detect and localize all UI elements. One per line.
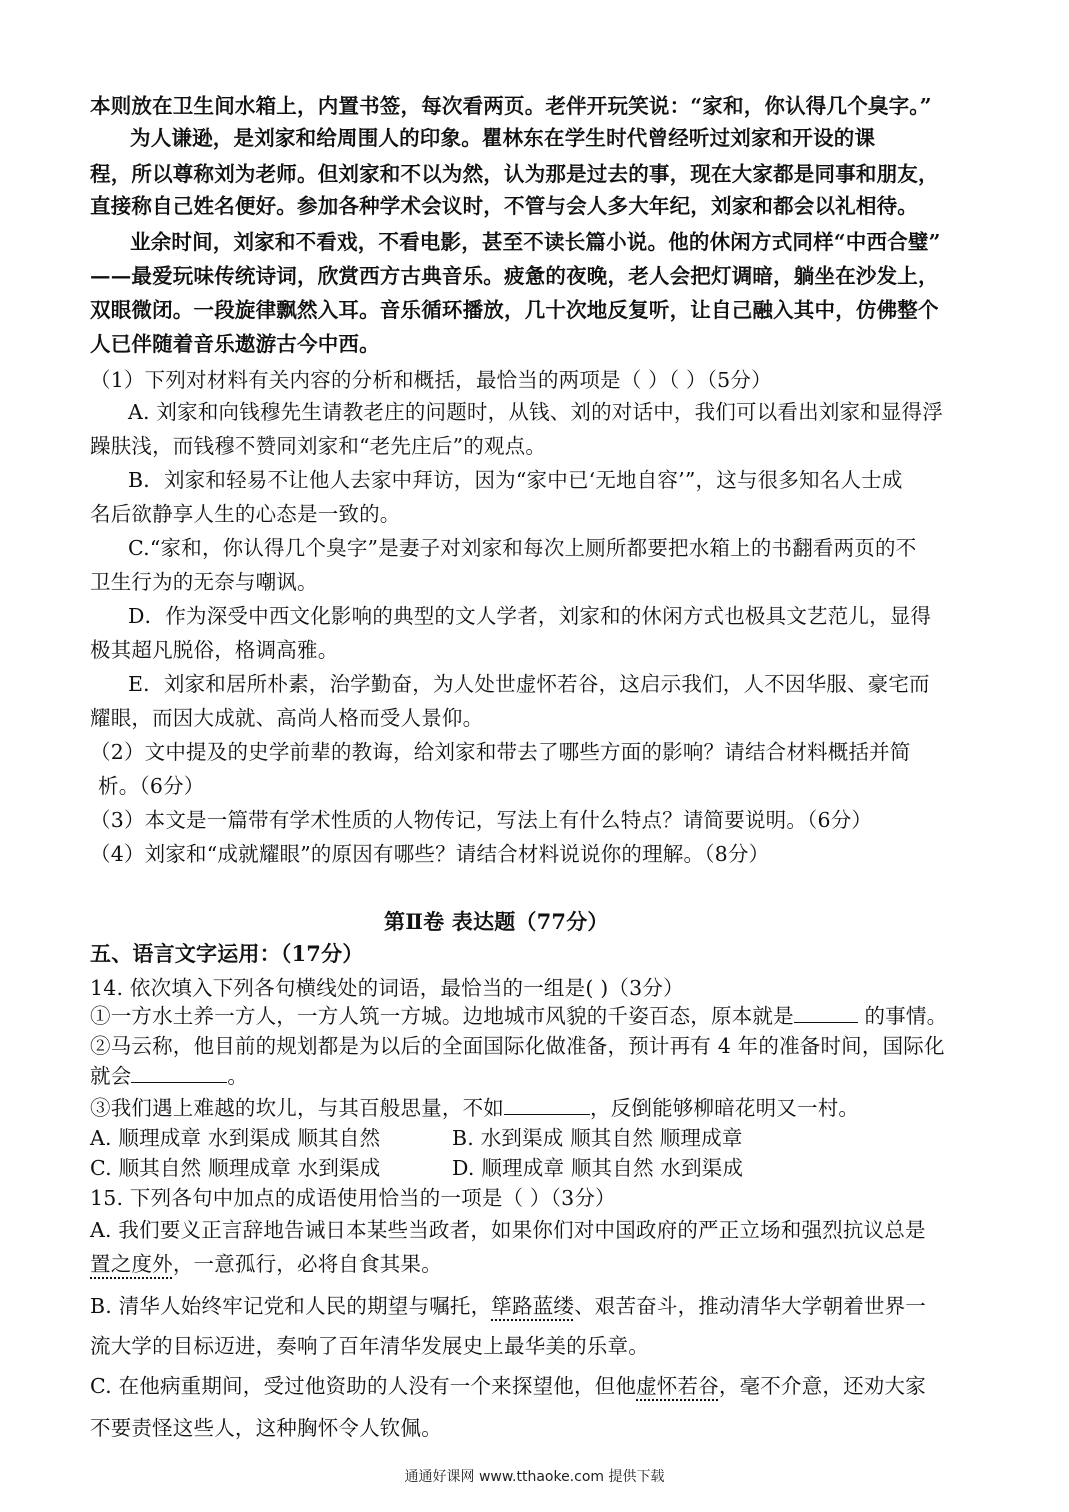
q13-part3-stem: （3）本文是一篇带有学术性质的人物传记，写法上有什么特点？请简要说明。（6分）	[90, 808, 873, 832]
q13-part2-stem-line2: 析。（6分）	[98, 774, 205, 798]
passage-line-1: 本则放在卫生间水箱上，内置书签，每次看两页。老伴开玩笑说：“家和，你认得几个臭字。”	[90, 94, 932, 118]
passage-line-5: 业余时间，刘家和不看戏，不看电影，甚至不读长篇小说。他的休闲方式同样“中西合璧”	[130, 230, 941, 254]
q15-option-c-idiom: 虚怀若谷	[636, 1374, 719, 1398]
q13-option-c-line1: C.“家和，你认得几个臭字”是妻子对刘家和每次上厕所都要把水箱上的书翻看两页的不	[128, 536, 917, 560]
passage-line-7: 双眼微闭。一段旋律飘然入耳。音乐循环播放，几十次地反复听，让自己融入其中，仿佛整个	[90, 298, 939, 322]
q14-sentence-3-tail: ，反倒能够柳暗花明又一村。	[590, 1096, 860, 1120]
q14-blank-1	[794, 1004, 858, 1023]
q13-option-d-line2: 极其超凡脱俗，格调高雅。	[90, 638, 339, 662]
q14-blank-2	[131, 1064, 227, 1083]
q15-option-c-tail: ，毫不介意，还劝大家	[718, 1374, 926, 1398]
q13-option-b-line1: B．刘家和轻易不让他人去家中拜访，因为“家中已‘无地自容’”，这与很多知名人士成	[128, 468, 903, 492]
part2-title: 第Ⅱ卷 表达题（77分）	[384, 909, 609, 934]
q14-option-a: A. 顺理成章 水到渠成 顺其自然	[90, 1126, 381, 1150]
q13-option-a-line1: A. 刘家和向钱穆先生请教老庄的问题时，从钱、刘的对话中，我们可以看出刘家和显得浮	[128, 400, 944, 424]
q13-option-b-line2: 名后欲静享人生的心态是一致的。	[90, 502, 401, 526]
q14-sentence-3	[90, 1094, 859, 1122]
q14-sentence-2-line1: ②马云称，他目前的规划都是为以后的全面国际化做准备，预计再有 4 年的准备时间，国际化	[90, 1034, 945, 1058]
q14-sentence-2-head: 就会	[90, 1064, 132, 1088]
passage-line-4: 直接称自己姓名便好。参加各种学术会议时，不管与会人多大年纪，刘家和都会以礼相待。	[90, 194, 918, 218]
q15-option-b-idiom: 筚路蓝缕	[491, 1294, 575, 1318]
q14-option-c: C. 顺其自然 顺理成章 水到渠成	[90, 1156, 381, 1180]
q14-sentence-1	[90, 1002, 947, 1030]
q14-sentence-2-tail: 。	[227, 1064, 249, 1088]
q15-option-a-line1: A. 我们要义正言辞地告诫日本某些当政者，如果你们对中国政府的严正立场和强烈抗议总是	[90, 1218, 926, 1242]
q14-blank-3	[504, 1096, 590, 1115]
q14-sentence-3-head: ③我们遇上难越的坎儿，与其百般思量，不如	[90, 1096, 504, 1120]
q13-option-e-line2: 耀眼，而因大成就、高尚人格而受人景仰。	[90, 706, 484, 730]
q15-option-c-head: C. 在他病重期间，受过他资助的人没有一个来探望他，但他	[90, 1374, 637, 1398]
q14-sentence-2-line2	[90, 1062, 248, 1090]
q13-part1-stem: （1）下列对材料有关内容的分析和概括，最恰当的两项是（ ）（ ）（5分）	[90, 368, 772, 392]
passage-line-6: ——最爱玩味传统诗词，欣赏西方古典音乐。疲惫的夜晚，老人会把灯调暗，躺坐在沙发上，	[90, 264, 939, 288]
q15-option-c-line1	[90, 1372, 926, 1400]
q13-option-d-line1: D．作为深受中西文化影响的典型的文人学者，刘家和的休闲方式也极具文艺范儿，显得	[128, 604, 932, 628]
passage-line-2: 为人谦逊，是刘家和给周围人的印象。瞿林东在学生时代曾经听过刘家和开设的课	[130, 126, 876, 150]
q15-option-a-rest: ，一意孤行，必将自食其果。	[172, 1252, 442, 1276]
q15-option-b-head: B. 清华人始终牢记党和人民的期望与嘱托，	[90, 1294, 492, 1318]
q13-part2-stem-line1: （2）文中提及的史学前辈的教诲，给刘家和带去了哪些方面的影响？请结合材料概括并简	[90, 740, 911, 764]
q14-sentence-1-tail: 的事情。	[857, 1004, 948, 1028]
q13-option-a-line2: 躁肤浅，而钱穆不赞同刘家和“老先庄后”的观点。	[90, 434, 547, 458]
q13-part4-stem: （4）刘家和“成就耀眼”的原因有哪些？请结合材料说说你的理解。（8分）	[90, 842, 770, 866]
passage-line-3: 程，所以尊称刘为老师。但刘家和不以为然，认为那是过去的事，现在大家都是同事和朋友，	[90, 162, 939, 186]
q13-option-e-line1: E．刘家和居所朴素，治学勤奋，为人处世虚怀若谷，这启示我们，人不因华服、豪宅而	[128, 672, 930, 696]
q15-option-b-tail: 、艰苦奋斗，推动清华大学朝着世界一	[574, 1294, 927, 1318]
q14-stem: 14. 依次填入下列各句横线处的词语，最恰当的一组是( )（3分）	[90, 976, 684, 1000]
q15-option-a-idiom: 置之度外	[90, 1252, 173, 1276]
q13-option-c-line2: 卫生行为的无奈与嘲讽。	[90, 570, 318, 594]
section5-title: 五、语言文字运用：（17分）	[90, 941, 364, 966]
page-footer: 通通好课网 www.tthaoke.com 提供下载	[404, 1469, 665, 1485]
q15-option-a-line2	[90, 1250, 442, 1278]
q15-stem: 15. 下列各句中加点的成语使用恰当的一项是（ ）（3分）	[90, 1186, 616, 1210]
q15-option-b-line2: 流大学的目标迈进，奏响了百年清华发展史上最华美的乐章。	[90, 1334, 649, 1358]
passage-line-8: 人已伴随着音乐遨游古今中西。	[90, 332, 380, 356]
q14-option-d: D. 顺理成章 顺其自然 水到渠成	[452, 1156, 744, 1180]
q15-option-b-line1	[90, 1292, 926, 1320]
q14-option-b: B. 水到渠成 顺其自然 顺理成章	[452, 1126, 743, 1150]
q15-option-c-line2: 不要责怪这些人，这种胸怀令人钦佩。	[90, 1416, 442, 1440]
q14-sentence-1-text: ①一方水土养一方人，一方人筑一方城。边地城市风貌的千姿百态，原本就是	[90, 1004, 794, 1028]
